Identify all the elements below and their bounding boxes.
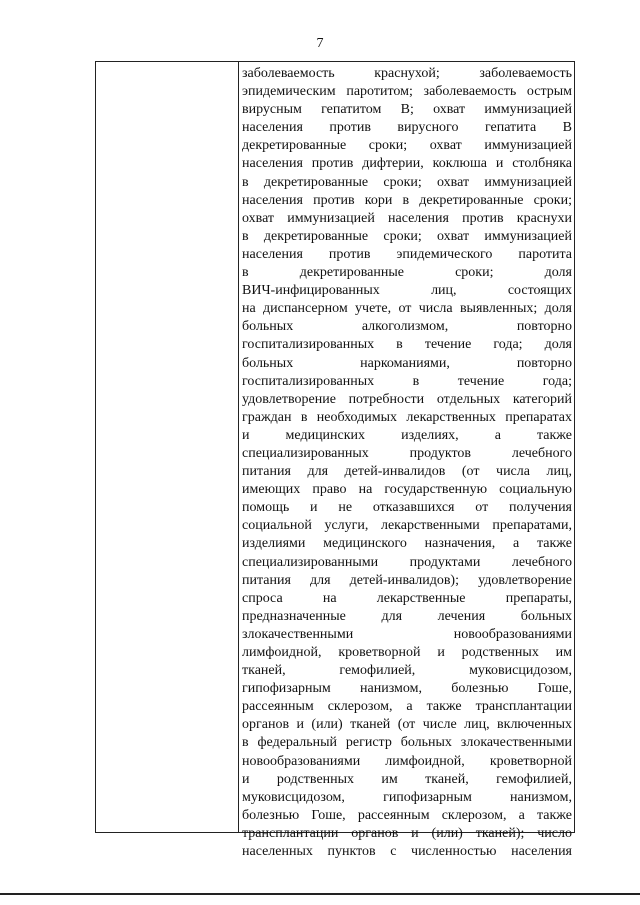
text-line: удовлетворение потребности отдельных категорий	[242, 391, 572, 407]
text-line: граждан в необходимых лекарственных препаратах	[242, 409, 572, 425]
text-line: населения против эпидемического паротита	[242, 246, 572, 262]
text-line: на диспансерном учете, от числа выявленных; доля	[242, 301, 572, 317]
text-line: вирусным гепатитом B; охват иммунизацией	[242, 102, 572, 118]
text-line: и родственных им тканей, гемофилией,	[242, 771, 572, 787]
text-line: населения против кори в декретированные сроки;	[242, 192, 572, 208]
text-line: лимфоидной, кроветворной и родственных им	[242, 645, 572, 660]
text-line: декретированные сроки; охват иммунизацией	[242, 138, 572, 154]
text-line: имеющих право на государственную социальную	[242, 482, 572, 498]
text-line: органов и (или) тканей (от числе лиц, включенных	[242, 717, 572, 733]
table-left-cell	[96, 62, 239, 832]
text-line: специализированных продуктов лечебного	[242, 445, 572, 461]
text-line: госпитализированных в течение года;	[242, 373, 572, 389]
text-line: больных наркоманиями, повторно	[242, 355, 572, 371]
text-line: в декретированные сроки; охват иммунизацией	[242, 228, 572, 244]
page-number: 7	[316, 36, 324, 51]
text-line: болезнью Гоше, рассеянным склерозом, а также	[242, 807, 572, 823]
text-line: в декретированные сроки; доля	[242, 265, 572, 281]
text-line: спроса на лекарственные препараты,	[242, 590, 572, 606]
text-line: предназначенные для лечения больных	[242, 608, 572, 624]
text-line: помощь и не отказавшихся от получения	[242, 500, 572, 516]
text-line: гипофизарным нанизмом, болезнью Гоше,	[242, 681, 572, 697]
text-line: муковисцидозом, гипофизарным нанизмом,	[242, 789, 572, 805]
text-line: рассеянным склерозом, а также трансплантации	[242, 699, 572, 715]
text-line: злокачественными новообразованиями	[242, 626, 572, 642]
text-line: трансплантации органов и (или) тканей); число	[242, 825, 572, 841]
text-line: и медицинских изделиях, а также	[242, 427, 572, 443]
text-line: тканей, гемофилией, муковисцидозом,	[242, 663, 572, 679]
text-line: в декретированные сроки; охват иммунизацией	[242, 174, 572, 190]
text-line: социальной услуги, лекарственными препаратами,	[242, 518, 572, 534]
page-bottom-rule	[0, 893, 640, 895]
text-line: изделиями медицинского назначения, а также	[242, 536, 572, 552]
text-line: эпидемическим паротитом; заболеваемость острым	[242, 84, 572, 100]
table-right-cell	[242, 65, 572, 861]
text-line: питания для детей-инвалидов); удовлетворение	[242, 572, 572, 588]
text-line: ВИЧ-инфицированных лиц, состоящих	[242, 283, 572, 299]
document-table	[95, 61, 575, 860]
text-line: госпитализированных в течение года; доля	[242, 337, 572, 353]
text-line: специализированными продуктами лечебного	[242, 554, 572, 570]
text-line: населения против дифтерии, коклюша и столбняка	[242, 156, 572, 172]
text-line: населенных пунктов с численностью населения	[242, 844, 572, 860]
text-line: в федеральный регистр больных злокачественными	[242, 735, 572, 751]
text-line: охват иммунизацией населения против краснухи	[242, 210, 572, 226]
text-line: больных алкоголизмом, повторно	[242, 319, 572, 335]
text-line: новообразованиями лимфоидной, кроветворной	[242, 753, 572, 769]
text-line: питания для детей-инвалидов (от числа лиц,	[242, 464, 572, 480]
text-line: населения против вирусного гепатита B	[242, 120, 572, 136]
text-line: заболеваемость краснухой; заболеваемость	[242, 66, 572, 81]
